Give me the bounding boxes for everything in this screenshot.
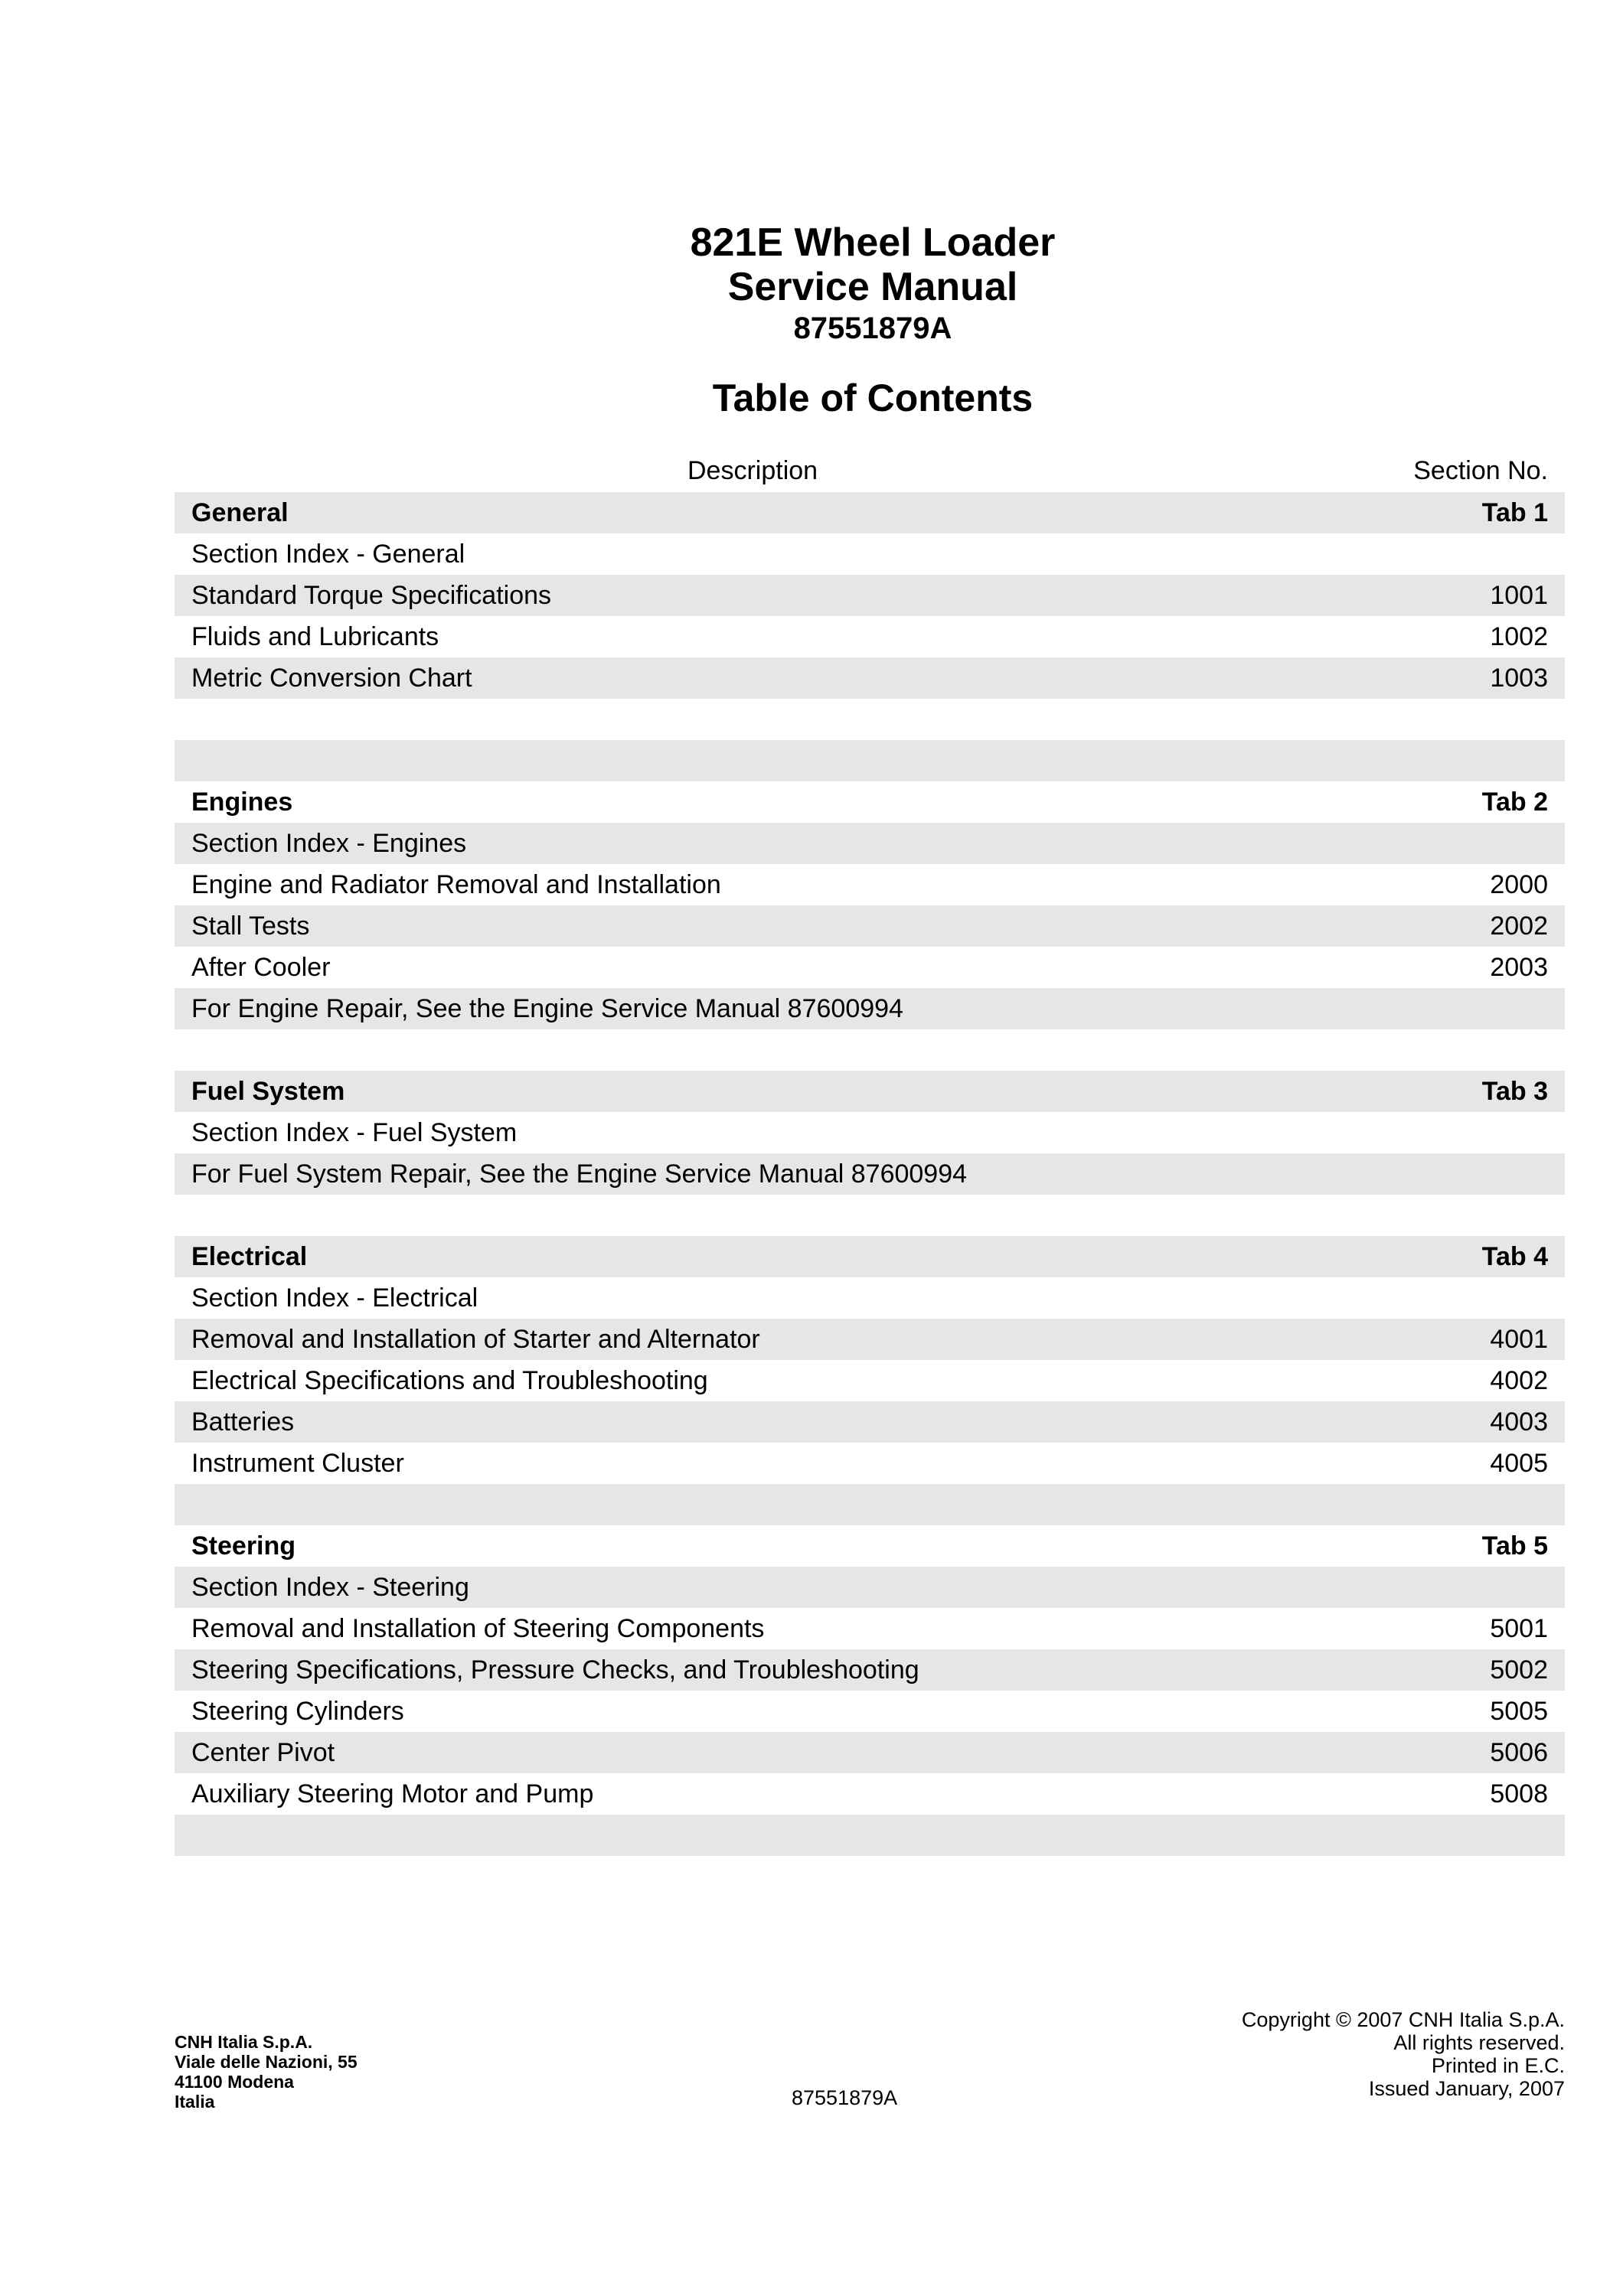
toc-blank-row: [175, 1484, 1565, 1525]
toc-section-row: [175, 1236, 1565, 1277]
toc-entry-section-number: 1001: [1490, 581, 1548, 610]
toc-entry-row: [175, 1112, 1565, 1153]
toc-entry-description: Section Index - Engines: [191, 829, 467, 858]
toc-entry-description: Engines: [191, 788, 293, 817]
toc-entry-row: [175, 823, 1565, 864]
toc-section-row: [175, 781, 1565, 823]
toc-entry-section-number: 5006: [1490, 1738, 1548, 1767]
toc-entry-section-number: 1002: [1490, 622, 1548, 651]
toc-entry-row: [175, 1608, 1565, 1649]
toc-entry-row: [175, 864, 1565, 905]
toc-entry-section-number: 5008: [1490, 1779, 1548, 1808]
toc-entry-row: [175, 1153, 1565, 1195]
toc-entry-description: Center Pivot: [191, 1738, 335, 1767]
column-header-section-no: Section No.: [1413, 456, 1548, 485]
toc-entry-description: Metric Conversion Chart: [191, 664, 472, 693]
publisher-address: [175, 2032, 358, 2112]
toc-entry-description: Removal and Installation of Starter and Alternator: [191, 1325, 760, 1354]
toc-entry-section-number: Tab 3: [1481, 1077, 1548, 1106]
manual-subtitle: Service Manual: [727, 265, 1018, 309]
toc-entry-description: Removal and Installation of Steering Components: [191, 1614, 765, 1643]
manual-part-number: 87551879A: [793, 311, 952, 345]
toc-entry-section-number: 2000: [1490, 870, 1548, 899]
toc-entry-row: [175, 905, 1565, 947]
toc-entry-description: Stall Tests: [191, 912, 310, 941]
footer-part-number: 87551879A: [792, 2086, 898, 2109]
toc-entry-row: [175, 616, 1565, 657]
toc-entry-description: Section Index - General: [191, 540, 465, 569]
toc-entry-section-number: 5005: [1490, 1697, 1548, 1726]
toc-entry-section-number: Tab 5: [1481, 1531, 1548, 1561]
toc-entry-description: Fluids and Lubricants: [191, 622, 439, 651]
toc-entry-row: [175, 1649, 1565, 1691]
toc-section-row: [175, 492, 1565, 533]
toc-section-row: [175, 1525, 1565, 1567]
toc-heading: Table of Contents: [712, 377, 1034, 419]
toc-entry-section-number: 1003: [1490, 664, 1548, 693]
toc-table: [175, 492, 1565, 1856]
toc-entry-description: Section Index - Fuel System: [191, 1118, 518, 1147]
toc-blank-row: [175, 1195, 1565, 1236]
toc-entry-description: General: [191, 498, 289, 527]
toc-entry-row: [175, 1319, 1565, 1360]
rights-line: All rights reserved.: [1393, 2031, 1565, 2054]
toc-entry-row: [175, 988, 1565, 1029]
toc-entry-row: [175, 1443, 1565, 1484]
publisher-country: Italia: [175, 2092, 215, 2112]
toc-blank-row: [175, 1029, 1565, 1071]
toc-entry-description: Instrument Cluster: [191, 1449, 404, 1478]
toc-section-row: [175, 1071, 1565, 1112]
issued-line: Issued January, 2007: [1368, 2077, 1565, 2100]
toc-entry-row: [175, 1277, 1565, 1319]
toc-entry-section-number: 4005: [1490, 1449, 1548, 1478]
toc-blank-row: [175, 1815, 1565, 1856]
printed-line: Printed in E.C.: [1431, 2054, 1565, 2077]
toc-entry-description: Auxiliary Steering Motor and Pump: [191, 1779, 594, 1808]
toc-entry-section-number: 5001: [1490, 1614, 1548, 1643]
toc-entry-description: For Engine Repair, See the Engine Service Manual 87600994: [191, 994, 903, 1023]
toc-table-header: [175, 453, 1565, 488]
toc-entry-row: [175, 1691, 1565, 1732]
toc-entry-section-number: 5002: [1490, 1655, 1548, 1684]
toc-entry-row: [175, 657, 1565, 699]
toc-entry-row: [175, 1773, 1565, 1815]
toc-entry-row: [175, 947, 1565, 988]
toc-blank-row: [175, 740, 1565, 781]
toc-entry-row: [175, 1360, 1565, 1401]
publisher-city: 41100 Modena: [175, 2072, 294, 2092]
publisher-name: CNH Italia S.p.A.: [175, 2032, 313, 2052]
copyright-block: [1242, 2008, 1565, 2100]
publisher-street: Viale delle Nazioni, 55: [175, 2052, 358, 2072]
toc-entry-row: [175, 575, 1565, 616]
toc-entry-row: [175, 1732, 1565, 1773]
toc-blank-row: [175, 699, 1565, 740]
column-header-description: Description: [687, 456, 818, 485]
toc-entry-row: [175, 533, 1565, 575]
toc-entry-description: Steering Cylinders: [191, 1697, 404, 1726]
toc-entry-description: Electrical: [191, 1242, 308, 1271]
toc-entry-section-number: 2003: [1490, 953, 1548, 982]
toc-entry-description: Batteries: [191, 1407, 295, 1437]
toc-entry-description: Steering: [191, 1531, 296, 1561]
toc-entry-section-number: 4003: [1490, 1407, 1548, 1437]
toc-entry-description: Section Index - Steering: [191, 1573, 469, 1602]
toc-entry-description: Standard Torque Specifications: [191, 581, 552, 610]
copyright-line: Copyright © 2007 CNH Italia S.p.A.: [1241, 2008, 1565, 2031]
toc-entry-section-number: 4002: [1490, 1366, 1548, 1395]
manual-title-block: [0, 220, 1623, 347]
toc-entry-description: Fuel System: [191, 1077, 345, 1106]
toc-entry-section-number: Tab 4: [1481, 1242, 1548, 1271]
toc-entry-section-number: Tab 1: [1481, 498, 1548, 527]
toc-entry-description: Steering Specifications, Pressure Checks, and Troubleshooting: [191, 1655, 919, 1684]
toc-entry-description: Electrical Specifications and Troubleshooting: [191, 1366, 708, 1395]
manual-title: 821E Wheel Loader: [690, 220, 1056, 265]
toc-entry-section-number: 2002: [1490, 912, 1548, 941]
toc-entry-section-number: 4001: [1490, 1325, 1548, 1354]
toc-entry-row: [175, 1401, 1565, 1443]
toc-entry-description: For Fuel System Repair, See the Engine Service Manual 87600994: [191, 1159, 968, 1189]
toc-entry-description: After Cooler: [191, 953, 331, 982]
toc-entry-description: Engine and Radiator Removal and Installation: [191, 870, 721, 899]
toc-entry-description: Section Index - Electrical: [191, 1283, 478, 1313]
toc-entry-row: [175, 1567, 1565, 1608]
toc-entry-section-number: Tab 2: [1481, 788, 1548, 817]
